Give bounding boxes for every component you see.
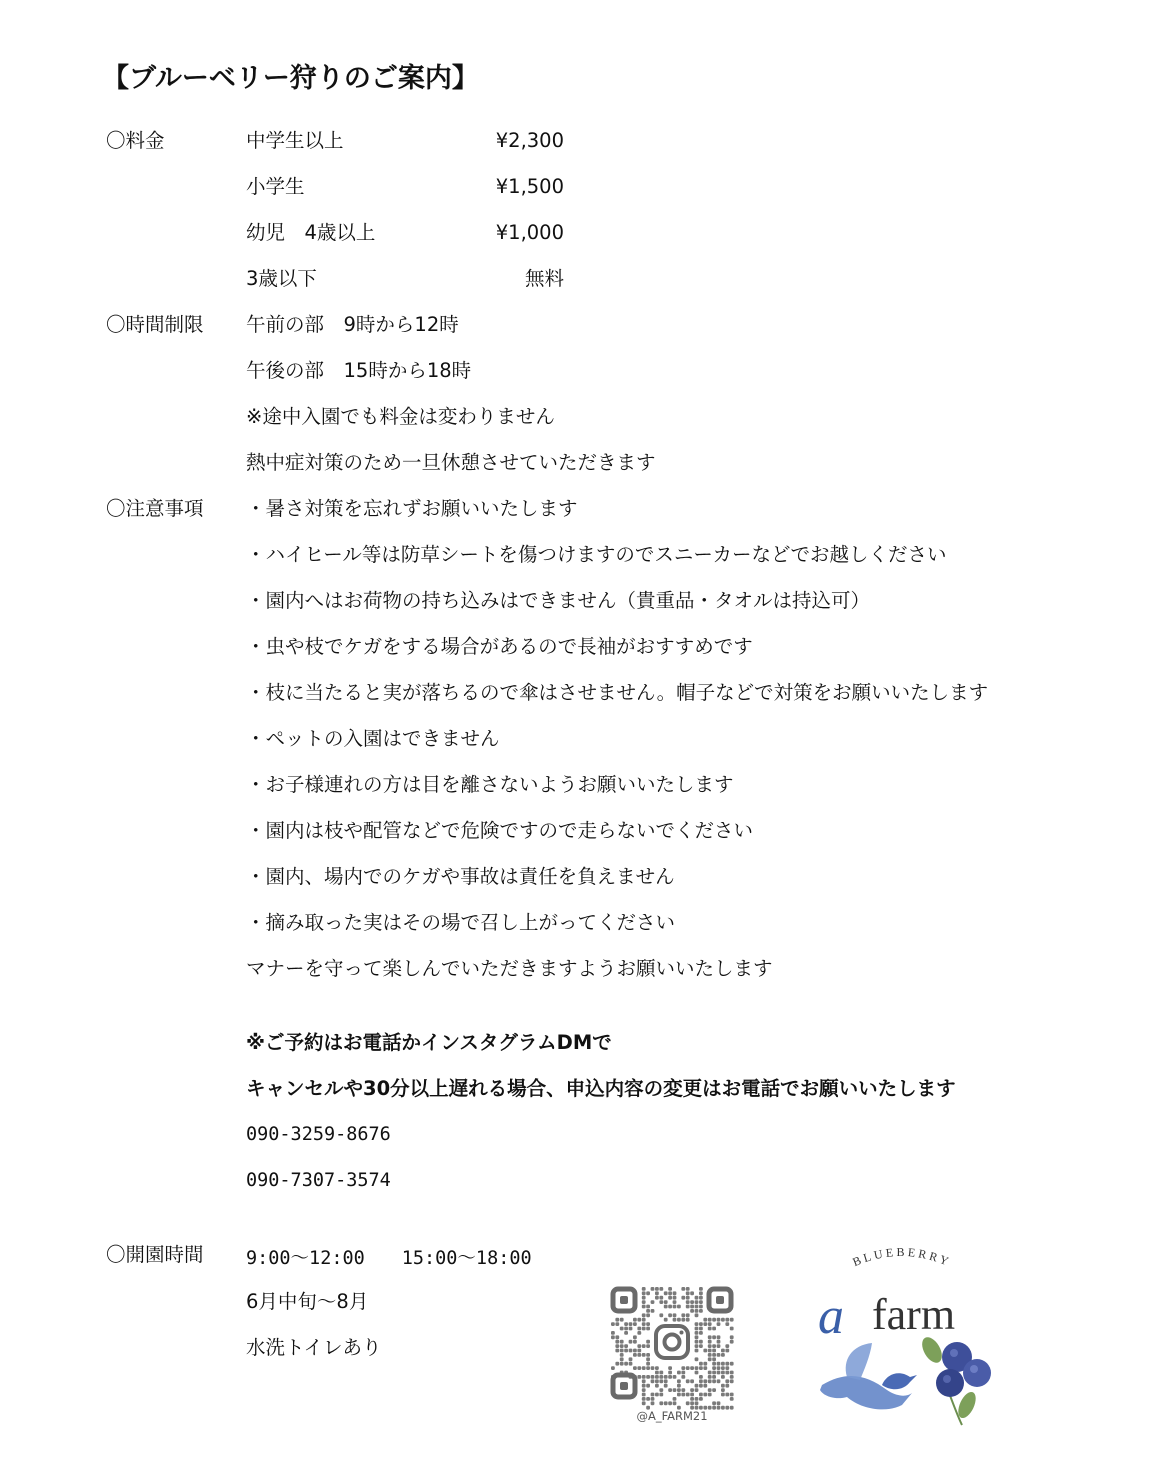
logo-top-text: BLUEBERRY bbox=[850, 1244, 954, 1270]
notes-item: ・虫や枝でケガをする場合があるので長袖がおすすめです bbox=[246, 635, 753, 658]
reservation-line: キャンセルや30分以上遅れる場合、申込内容の変更はお電話でお願いいたします bbox=[246, 1077, 956, 1100]
instagram-qr-code[interactable] bbox=[597, 1273, 747, 1423]
bird-icon bbox=[820, 1343, 917, 1409]
reservation-line: ※ご予約はお電話かインスタグラムDMで bbox=[246, 1031, 612, 1054]
notes-item: ・摘み取った実はその場で召し上がってください bbox=[246, 911, 676, 934]
opening-section-label: 〇開園時間 bbox=[106, 1243, 204, 1266]
fee-row-name: 小学生 bbox=[246, 175, 305, 198]
svg-text:BLUEBERRY bbox=[850, 1245, 953, 1269]
notes-item: ・ペットの入園はできません bbox=[246, 727, 500, 750]
fee-section-label: 〇料金 bbox=[106, 129, 165, 152]
notes-closing: マナーを守って楽しんでいただきますようお願いいたします bbox=[246, 957, 773, 980]
fee-row-name: 幼児 4歳以上 bbox=[246, 221, 376, 244]
phone-number: 090-3259-8676 bbox=[246, 1124, 391, 1145]
time-limit-line: 午後の部 15時から18時 bbox=[246, 359, 472, 382]
page-title: 【ブルーベリー狩りのご案内】 bbox=[102, 63, 479, 94]
blueberry-icon bbox=[918, 1334, 991, 1425]
fee-row-price: ¥1,500 bbox=[495, 175, 564, 198]
notes-item: ・園内、場内でのケガや事故は責任を負えません bbox=[246, 865, 675, 888]
opening-facility: 水洗トイレあり bbox=[246, 1336, 382, 1359]
fee-row-price: 無料 bbox=[524, 267, 564, 290]
time-limit-section-label: 〇時間制限 bbox=[106, 313, 204, 336]
fee-row-price: ¥2,300 bbox=[495, 129, 564, 152]
notes-item: ・ハイヒール等は防草シートを傷つけますのでスニーカーなどでお越しください bbox=[246, 543, 947, 566]
notes-item: ・枝に当たると実が落ちるので傘はさせません。帽子などで対策をお願いいたします bbox=[246, 681, 989, 704]
fee-row-price: ¥1,000 bbox=[495, 221, 564, 244]
notes-section-label: 〇注意事項 bbox=[106, 497, 204, 520]
notes-item: ・園内へはお荷物の持ち込みはできません（貴重品・タオルは持込可） bbox=[246, 589, 871, 612]
time-limit-line: 熱中症対策のため一旦休憩させていただきます bbox=[246, 451, 656, 474]
fee-row-name: 3歳以下 bbox=[246, 267, 317, 290]
a-farm-logo bbox=[792, 1225, 1010, 1435]
time-limit-line: ※途中入園でも料金は変わりません bbox=[246, 405, 555, 428]
phone-number: 090-7307-3574 bbox=[246, 1170, 391, 1191]
fee-row-name: 中学生以上 bbox=[246, 129, 344, 152]
notes-item: ・暑さ対策を忘れずお願いいたします bbox=[246, 497, 578, 520]
logo-alpha: a bbox=[818, 1288, 844, 1345]
instagram-handle: @A_FARM21 bbox=[636, 1409, 708, 1423]
instagram-icon bbox=[652, 1322, 692, 1362]
opening-hours: 9:00〜12:00 15:00〜18:00 bbox=[246, 1248, 532, 1269]
opening-season: 6月中旬〜8月 bbox=[246, 1290, 369, 1313]
notes-item: ・お子様連れの方は目を離さないようお願いいたします bbox=[246, 773, 734, 796]
time-limit-line: 午前の部 9時から12時 bbox=[246, 313, 459, 336]
notes-item: ・園内は枝や配管などで危険ですので走らないでください bbox=[246, 819, 754, 842]
logo-word: farm bbox=[872, 1290, 956, 1339]
